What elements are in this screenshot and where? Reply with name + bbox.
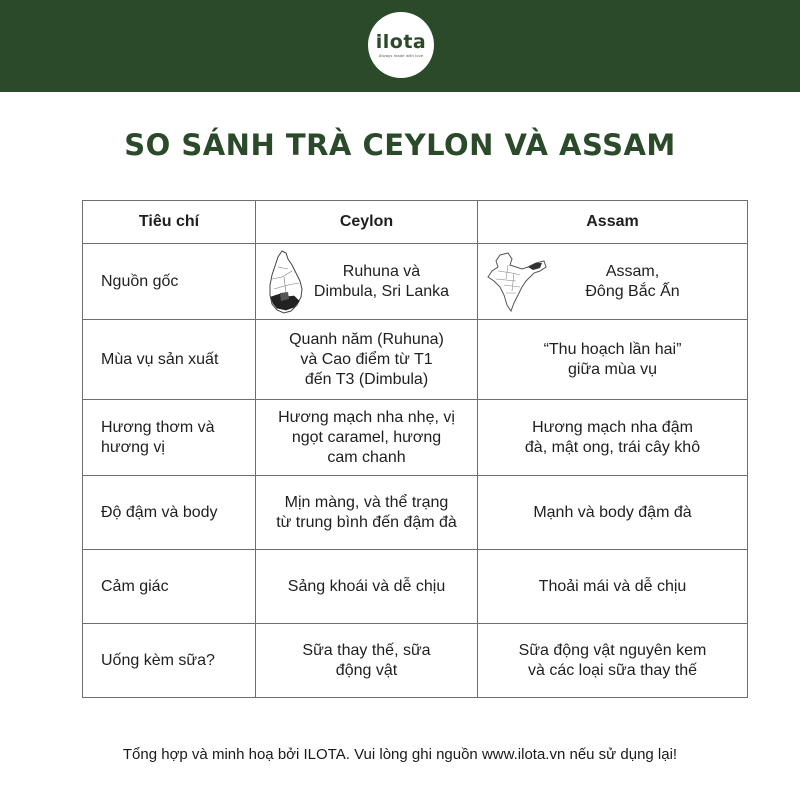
assam-cell (478, 476, 748, 550)
ilota-logo[interactable] (368, 12, 434, 78)
table-row (83, 400, 748, 476)
assam-cell (478, 400, 748, 476)
ceylon-line: từ trung bình đến đậm đà (276, 513, 457, 531)
table-row (83, 624, 748, 698)
table-row (83, 320, 748, 400)
ceylon-line: Sữa thay thế, sữa (302, 641, 431, 659)
assam-line: Hương mạch nha đậm (532, 418, 693, 436)
sri-lanka-map-icon (264, 249, 308, 315)
table-header-row (83, 201, 748, 244)
criterion-line: Hương thơm và (101, 418, 215, 436)
criterion-cell (83, 320, 256, 400)
assam-cell (478, 550, 748, 624)
criterion-cell (83, 244, 256, 320)
criterion-line: hương vị (101, 438, 165, 456)
assam-line: Mạnh và body đậm đà (533, 503, 692, 521)
criterion-line: Mùa vụ sản xuất (101, 350, 219, 368)
criterion-line: Cảm giác (101, 577, 169, 595)
header-assam: Assam (478, 201, 748, 244)
header-criteria: Tiêu chí (83, 201, 256, 244)
assam-line: đà, mật ong, trái cây khô (524, 438, 701, 456)
ceylon-line: ngọt caramel, hương (291, 428, 442, 446)
ceylon-line: Dimbula, Sri Lanka (313, 282, 450, 300)
ceylon-line: cam chanh (327, 448, 406, 466)
ceylon-cell (256, 320, 478, 400)
ceylon-cell (256, 400, 478, 476)
criterion-cell (83, 476, 256, 550)
logo-wordmark: ilota (375, 30, 427, 53)
ceylon-line: động vật (335, 661, 398, 679)
ceylon-line: Ruhuna và (342, 262, 421, 280)
ceylon-line: đến T3 (Dimbula) (304, 370, 429, 388)
assam-line: Thoải mái và dễ chịu (538, 577, 687, 595)
header-ceylon: Ceylon (256, 201, 478, 244)
ceylon-line: Quanh năm (Ruhuna) (289, 330, 444, 348)
ceylon-line: Hương mạch nha nhẹ, vị (278, 408, 455, 426)
criterion-cell (83, 400, 256, 476)
assam-line: giữa mùa vụ (568, 360, 657, 378)
header-bar (0, 0, 800, 92)
criterion-line: Nguồn gốc (101, 272, 179, 290)
criterion-cell (83, 624, 256, 698)
assam-line: “Thu hoạch lần hai” (543, 340, 682, 358)
assam-cell (478, 244, 748, 320)
assam-line: Sữa động vật nguyên kem (518, 641, 707, 659)
logo-tagline: Always made with love (378, 52, 424, 58)
table-row (83, 476, 748, 550)
assam-line: Đông Bắc Ấn (585, 282, 680, 300)
assam-line: và các loại sữa thay thế (527, 661, 698, 679)
criterion-line: Uống kèm sữa? (101, 651, 215, 669)
india-map-icon (486, 251, 550, 313)
ceylon-cell (256, 550, 478, 624)
assam-line: Assam, (605, 262, 660, 280)
ceylon-line: Sảng khoái và dễ chịu (287, 577, 446, 595)
criterion-cell (83, 550, 256, 624)
assam-cell (478, 624, 748, 698)
ceylon-line: và Cao điểm từ T1 (300, 350, 433, 368)
assam-cell (478, 320, 748, 400)
comparison-table (82, 200, 748, 698)
ceylon-cell (256, 476, 478, 550)
ceylon-cell (256, 624, 478, 698)
criterion-line: Độ đậm và body (101, 503, 218, 521)
table-row (83, 550, 748, 624)
page-title: SO SÁNH TRÀ CEYLON VÀ ASSAM (124, 128, 676, 162)
table-row (83, 244, 748, 320)
footer-credit: Tổng hợp và minh hoạ bởi ILOTA. Vui lòng ghi nguồn www.ilota.vn nếu sử dụng lại! (122, 746, 678, 763)
ceylon-line: Mịn màng, và thể trạng (284, 493, 449, 511)
ceylon-cell (256, 244, 478, 320)
